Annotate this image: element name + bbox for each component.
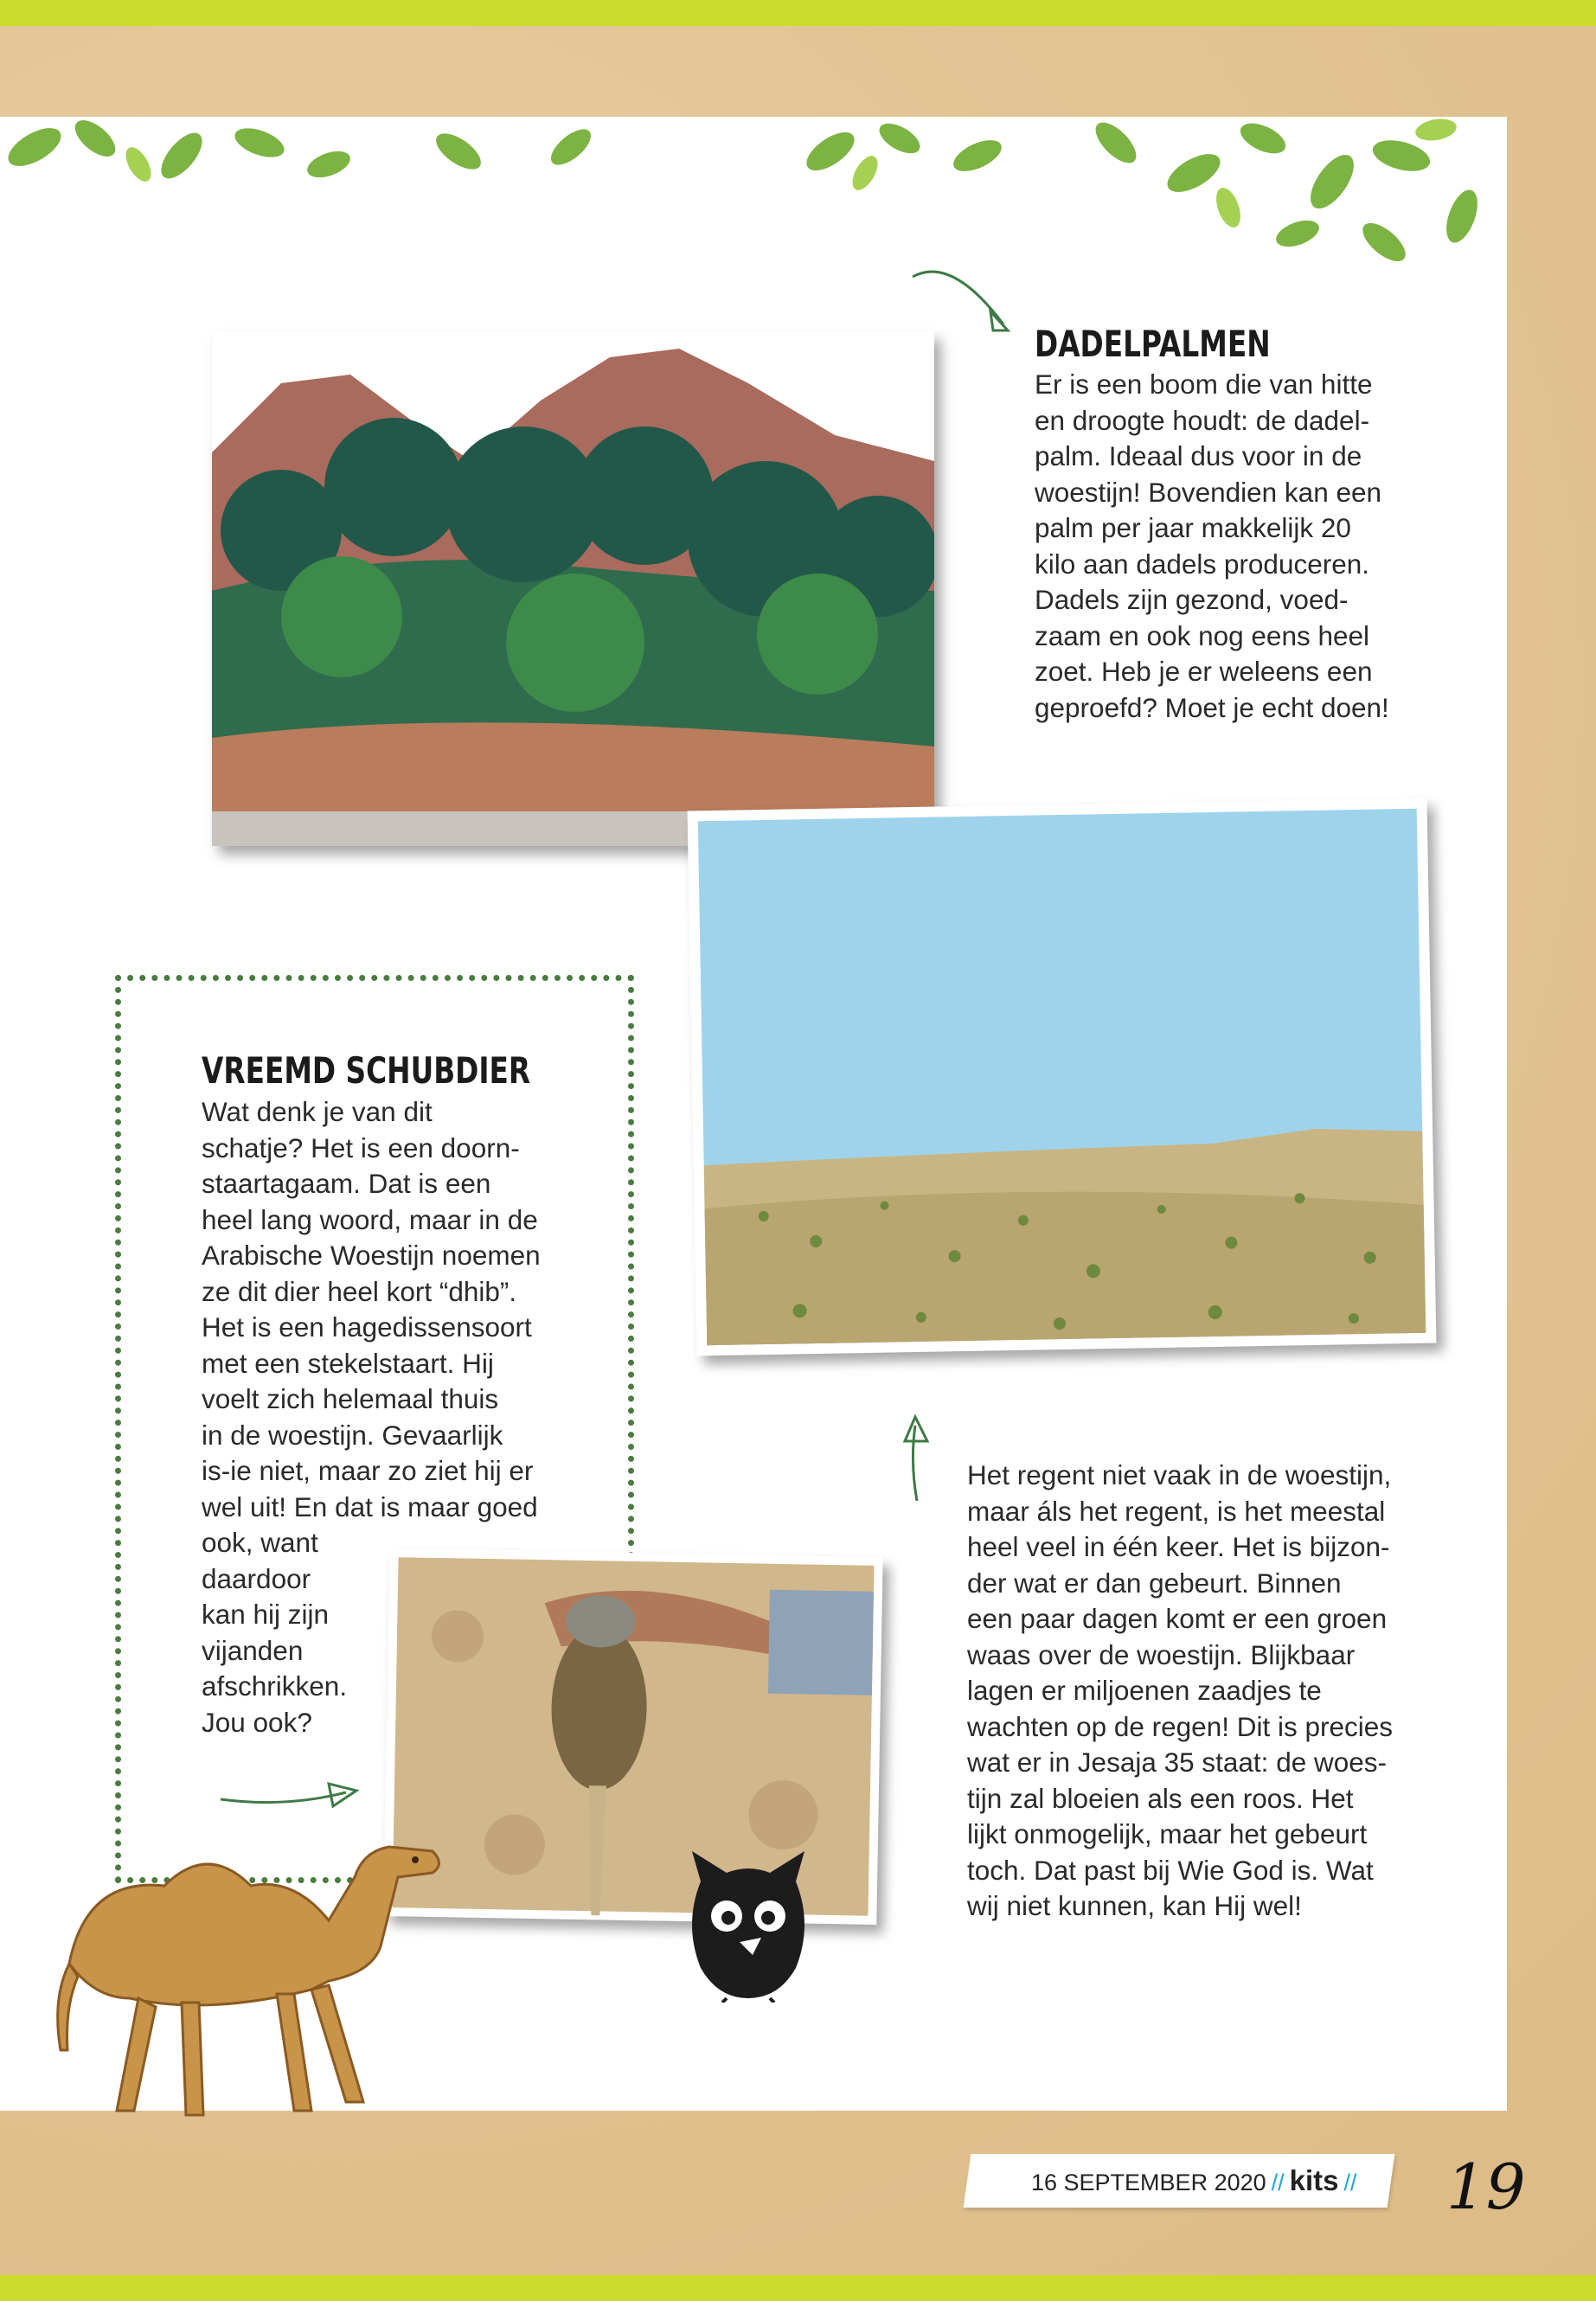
text-line: een paar dagen komt er een groen [967, 1603, 1388, 1634]
text-line: wachten op de regen! Dit is precies [967, 1710, 1394, 1742]
text-line: heel lang woord, maar in de [202, 1203, 538, 1235]
date-palm-photo [212, 331, 934, 846]
text-line: maar áls het regent, is het meestal [967, 1495, 1386, 1527]
top-green-bar [0, 0, 1596, 26]
text-line: lagen er miljoenen zaadjes te [967, 1675, 1322, 1706]
text-line: woestijn! Bovendien kan een [1035, 476, 1382, 508]
camel-illustration [35, 1825, 467, 2137]
text-line: Dadels zijn gezond, voed- [1035, 584, 1349, 615]
text-line: is-ie niet, maar zo ziet hij er [202, 1455, 534, 1486]
owl-mascot-icon [683, 1847, 813, 2003]
dadelpalmen-text [1035, 367, 1389, 726]
text-line: daardoor [202, 1562, 311, 1594]
schubdier-text [202, 1094, 541, 1740]
schubdier-title: VREEMD SCHUBDIER [202, 1049, 531, 1092]
text-line: kan hij zijn [202, 1599, 330, 1630]
text-line: schatje? Het is een doorn- [202, 1131, 520, 1163]
footer-date: 16 SEPTEMBER 2020 [1031, 2170, 1266, 2195]
text-line: wel uit! En dat is maar goed [202, 1490, 538, 1522]
text-line: met een stekelstaart. Hij [202, 1347, 494, 1379]
text-line: Er is een boom die van hitte [1035, 369, 1373, 400]
text-line: waas over de woestijn. Blijkbaar [967, 1638, 1356, 1670]
footer-brand: kits [1289, 2164, 1339, 2196]
text-line: Jou ook? [202, 1706, 312, 1738]
text-line: ze dit dier heel kort “dhib”. [202, 1275, 517, 1307]
bottom-green-bar [0, 2275, 1596, 2301]
text-line: en droogte houdt: de dadel- [1035, 404, 1370, 436]
arrow-to-lizard-icon [216, 1773, 363, 1825]
text-line: wij niet kunnen, kan Hij wel! [967, 1890, 1302, 1921]
text-line: toch. Dat past bij Wie God is. Wat [967, 1854, 1374, 1886]
text-line: der wat er dan gebeurt. Binnen [967, 1567, 1342, 1599]
text-line: zaam en ook nog eens heel [1035, 619, 1370, 651]
text-line: voelt zich helemaal thuis [202, 1383, 499, 1414]
footer-text [1031, 2164, 1362, 2197]
text-line: palm per jaar makkelijk 20 [1035, 512, 1351, 543]
regen-text [967, 1458, 1393, 1925]
text-line: afschrikken. [202, 1670, 348, 1702]
text-line: Wat denk je van dit [202, 1096, 433, 1127]
text-line: staartagaam. Dat is een [202, 1168, 491, 1199]
text-line: heel veel in één keer. Het is bijzon- [967, 1531, 1390, 1562]
leaves-decoration [0, 104, 1507, 303]
text-line: in de woestijn. Gevaarlijk [202, 1419, 503, 1451]
page-number: 19 [1446, 2150, 1526, 2223]
text-line: lijkt onmogelijk, maar het gebeurt [967, 1818, 1368, 1849]
text-line: kilo aan dadels produceren. [1035, 548, 1370, 580]
text-line: zoet. Heb je er weleens een [1035, 656, 1373, 687]
text-line: Het regent niet vaak in de woestijn, [967, 1459, 1392, 1490]
footer-separator: // [1271, 2170, 1285, 2195]
text-line: tijn zal bloeien als een roos. Het [967, 1782, 1354, 1814]
text-line: wat er in Jesaja 35 staat: de woes- [967, 1747, 1388, 1778]
text-line: vijanden [202, 1634, 304, 1666]
footer-separator: // [1343, 2170, 1357, 2195]
text-line: Arabische Woestijn noemen [202, 1240, 541, 1271]
text-line: ook, want [202, 1527, 318, 1558]
dadelpalmen-title: DADELPALMEN [1035, 323, 1271, 365]
text-line: geproefd? Moet je echt doen! [1035, 691, 1389, 723]
text-line: Het is een hagedissensoort [202, 1311, 532, 1343]
desert-landscape-photo [688, 798, 1437, 1356]
arrow-to-dadelpalmen-icon [908, 260, 1021, 346]
text-line: palm. Ideaal dus voor in de [1035, 440, 1362, 471]
arrow-up-icon [891, 1410, 943, 1505]
